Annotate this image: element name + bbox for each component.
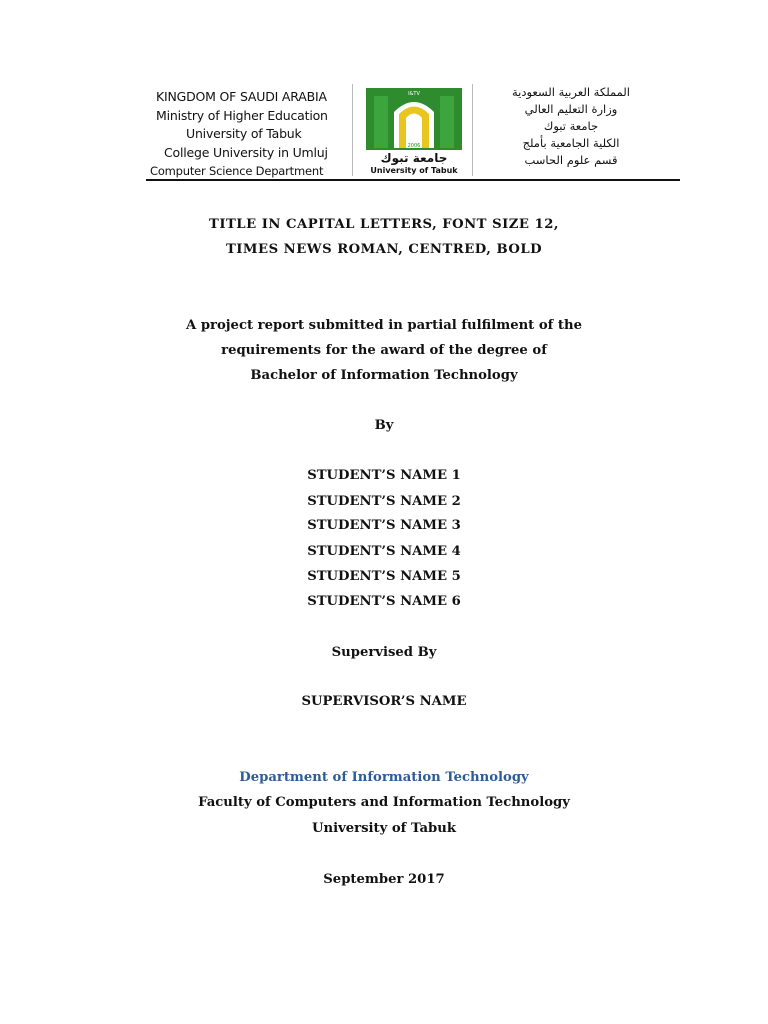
title-line-1: TITLE IN CAPITAL LETTERS, FONT SIZE 12, — [209, 217, 559, 232]
by-label: By — [374, 418, 394, 433]
letterhead-department: Computer Science Department — [150, 164, 324, 178]
logo-top-text: I&TV — [408, 91, 420, 97]
letterhead-divider-right — [472, 84, 473, 176]
student-name-5: STUDENT’S NAME 5 — [307, 569, 461, 584]
letterhead-arabic-university: جامعة تبوك — [543, 119, 599, 133]
department-name: Department of Information Technology — [239, 770, 529, 785]
letterhead — [146, 84, 680, 180]
faculty-name: Faculty of Computers and Information Technology — [198, 795, 570, 810]
supervisor-name: SUPERVISOR’S NAME — [301, 694, 467, 709]
submission-line-2: requirements for the award of the degree of — [221, 343, 547, 358]
letterhead-ministry: Ministry of Higher Education — [156, 107, 328, 123]
letterhead-country: KINGDOM OF SAUDI ARABIA — [156, 89, 327, 104]
title-line-2: TIMES NEWS ROMAN, CENTRED, BOLD — [225, 242, 543, 257]
letterhead-college: College University in Umluj — [164, 144, 328, 160]
letterhead-arabic-college: الكلية الجامعية بأملج — [522, 136, 620, 150]
student-name-1: STUDENT’S NAME 1 — [307, 468, 461, 483]
supervised-by-label: Supervised By — [331, 645, 437, 660]
student-name-3: STUDENT’S NAME 3 — [307, 518, 461, 533]
student-name-6: STUDENT’S NAME 6 — [307, 594, 461, 609]
letterhead-arabic-country: المملكة العربية السعودية — [512, 85, 630, 99]
logo-arabic-name: جامعة تبوك — [380, 151, 448, 165]
submission-line-1: A project report submitted in partial fulfilment of the — [186, 318, 582, 333]
letterhead-arabic — [496, 84, 646, 169]
letterhead-divider-left — [352, 84, 353, 176]
logo-year: 2006 — [407, 143, 421, 149]
submission-date: September 2017 — [323, 872, 445, 887]
logo-english-name: University of Tabuk — [370, 166, 458, 175]
degree-name: Bachelor of Information Technology — [250, 368, 518, 383]
letterhead-rule — [146, 179, 680, 181]
student-name-2: STUDENT’S NAME 2 — [307, 494, 461, 509]
university-name: University of Tabuk — [312, 821, 456, 836]
letterhead-english — [150, 88, 346, 181]
letterhead-arabic-department: قسم علوم الحاسب — [524, 153, 618, 167]
university-logo — [364, 86, 464, 176]
student-name-4: STUDENT’S NAME 4 — [307, 544, 461, 559]
letterhead-university: University of Tabuk — [186, 126, 302, 141]
letterhead-arabic-ministry: وزارة التعليم العالي — [524, 102, 618, 116]
